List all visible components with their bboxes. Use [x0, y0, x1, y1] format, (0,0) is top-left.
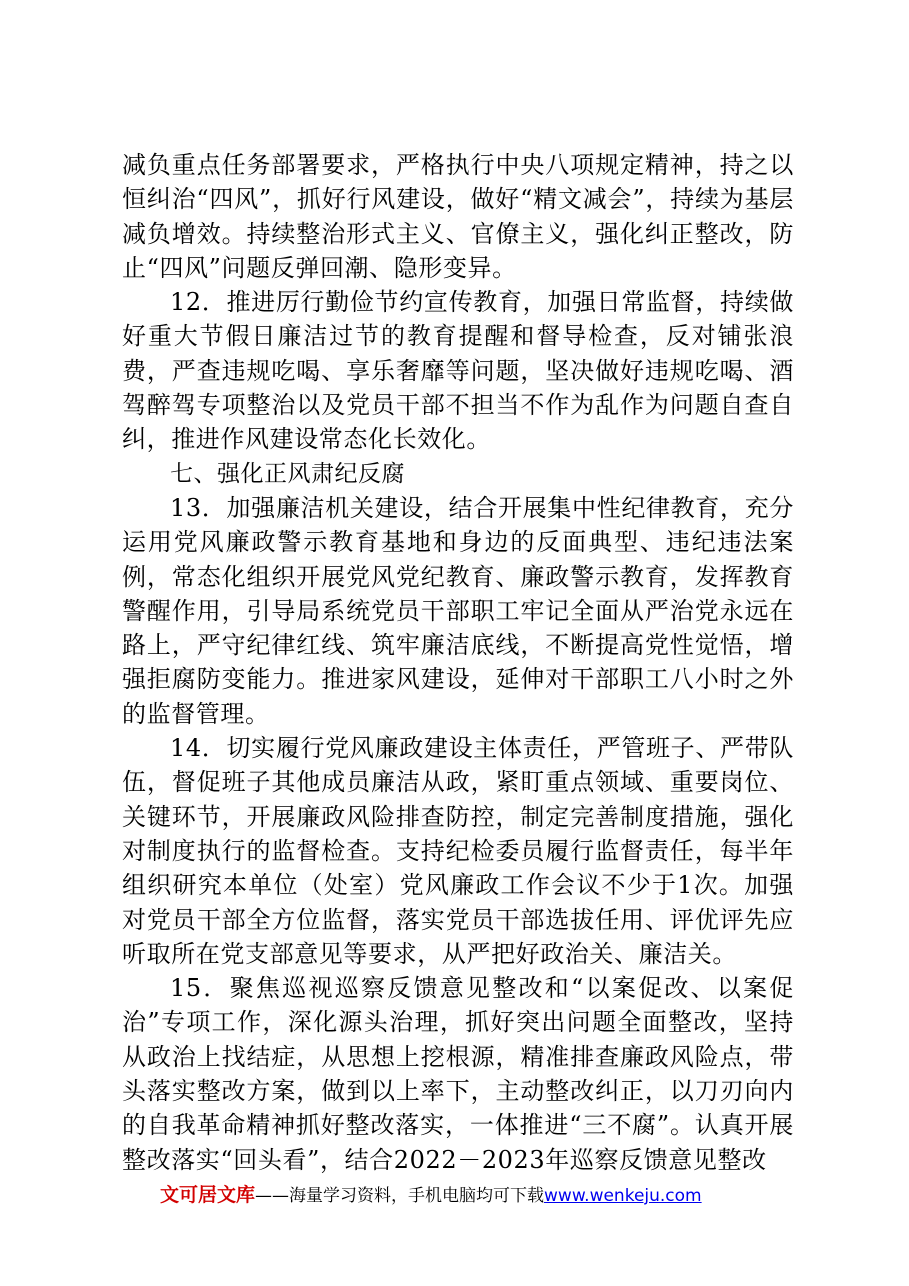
footer-brand: 文可居文库 [160, 1184, 256, 1206]
paragraph-item-14: 14．切实履行党风廉政建设主体责任，严管班子、严带队伍，督促班子其他成员廉洁从政，紧盯重点领域、重要岗位、关键环节，开展廉政风险排查防控，制定完善制度措施，强化对制度执行的监督检查。支持纪检委员履行监督责任，每半年组织研究本单位（处室）党风廉政工作会议不少于1次。加强对党员干部全方位监督，落实党员干部选拔任用、评优评先应听取所在党支部意见等要求，从严把好政治关、廉洁关。 [122, 734, 794, 968]
paragraph-item-12: 12．推进厉行勤俭节约宣传教育，加强日常监督，持续做好重大节假日廉洁过节的教育提醒和督导检查，反对铺张浪费，严查违规吃喝、享乐奢靡等问题，坚决做好违规吃喝、酒驾醉驾专项整治以及党员干部不担当不作为乱作为问题自查自纠，推进作风建设常态化长效化。 [122, 288, 794, 454]
footer-slogan: ——海量学习资料，手机电脑均可下载 [255, 1186, 545, 1206]
footer-website-link[interactable]: www.wenkeju.com [544, 1186, 702, 1206]
document-body [122, 148, 794, 1177]
section-heading: 七、强化正风肃纪反腐 [170, 460, 405, 487]
paragraph-continuation: 减负重点任务部署要求，严格执行中央八项规定精神，持之以恒纠治“四风”，抓好行风建设，做好“精文减会”，持续为基层减负增效。持续整治形式主义、官僚主义，强化纠正整改，防止“四风”问题反弹回潮、隐形变异。 [122, 151, 794, 282]
footer-banner [160, 1183, 780, 1208]
paragraph-item-15: 15．聚焦巡视巡察反馈意见整改和“以案促改、以案促治”专项工作，深化源头治理，抓好突出问题全面整改，坚持从政治上找结症，从思想上挖根源，精准排查廉政风险点，带头落实整改方案，做到以上率下，主动整改纠正，以刀刃向内的自我革命精神抓好整改落实，一体推进“三不腐”。认真开展整改落实“回头看”，结合2022－2023年巡察反馈意见整改 [122, 974, 794, 1174]
paragraph-item-13: 13．加强廉洁机关建设，结合开展集中性纪律教育，充分运用党风廉政警示教育基地和身边的反面典型、违纪违法案例，常态化组织开展党风党纪教育、廉政警示教育，发挥教育警醒作用，引导局系统党员干部职工牢记全面从严治党永远在路上，严守纪律红线、筑牢廉洁底线，不断提高党性觉悟，增强拒腐防变能力。推进家风建设，延伸对干部职工八小时之外的监督管理。 [122, 493, 794, 728]
